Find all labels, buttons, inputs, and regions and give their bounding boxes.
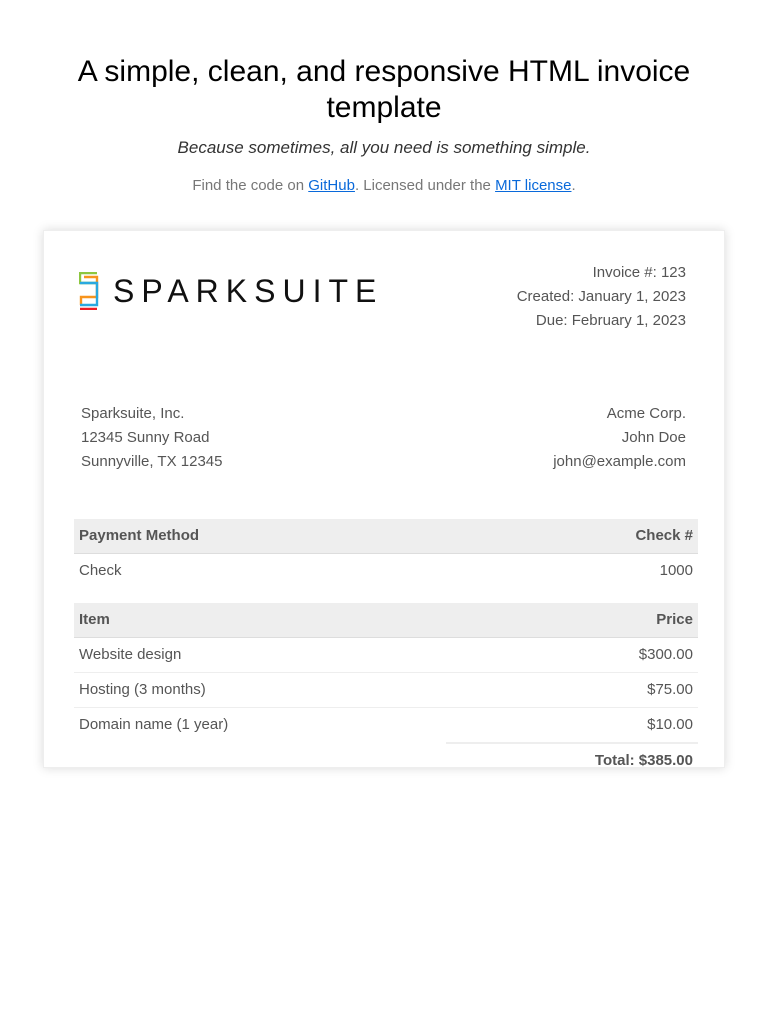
mit-license-link[interactable]: MIT license <box>495 177 572 194</box>
recipient-name: John Doe <box>621 429 686 446</box>
invoice-number: Invoice #: 123 <box>592 264 686 281</box>
item-price: $300.00 <box>446 638 698 673</box>
sender-city: Sunnyville, TX 12345 <box>81 453 223 470</box>
items-heading-row <box>74 603 698 638</box>
sparksuite-logo <box>79 271 383 311</box>
address-section <box>74 402 694 474</box>
total-spacer <box>74 743 446 778</box>
code-suffix-text: . <box>571 177 576 194</box>
invoice-meta <box>517 261 686 333</box>
recipient-company: Acme Corp. <box>606 405 686 422</box>
payment-heading-row <box>74 519 698 554</box>
invoice-table <box>74 519 698 778</box>
recipient-address <box>553 402 686 474</box>
check-number-heading: Check # <box>446 519 698 554</box>
payment-method-value: Check <box>79 562 122 579</box>
invoice-created-date: Created: January 1, 2023 <box>516 288 686 305</box>
github-link[interactable]: GitHub <box>308 177 355 194</box>
price-heading: Price <box>446 603 698 638</box>
table-row <box>74 638 698 673</box>
code-middle-text: . Licensed under the <box>354 177 496 194</box>
code-prefix-text: Find the code on <box>192 177 309 194</box>
logo-wordmark: SPARKSUITE <box>113 273 384 309</box>
invoice-header <box>74 261 694 356</box>
invoice-due-date: Due: February 1, 2023 <box>535 312 686 329</box>
page-title: A simple, clean, and responsive HTML invoice template <box>77 55 691 124</box>
payment-method-heading: Payment Method <box>74 519 446 554</box>
item-price: $10.00 <box>647 716 693 733</box>
check-number-value: 1000 <box>659 562 693 579</box>
item-name: Domain name (1 year) <box>79 716 229 733</box>
item-price: $75.00 <box>446 673 698 708</box>
sender-address <box>81 402 222 474</box>
code-info-line <box>0 177 768 194</box>
recipient-email: john@example.com <box>553 453 686 470</box>
table-row <box>74 708 698 744</box>
total-row <box>74 743 698 778</box>
item-name: Hosting (3 months) <box>74 673 446 708</box>
sender-street: 12345 Sunny Road <box>81 429 210 446</box>
payment-details-row <box>74 554 698 604</box>
intro-section <box>0 0 768 194</box>
invoice-box <box>43 230 725 768</box>
sparksuite-logo-mark-icon <box>79 272 99 310</box>
tagline: Because sometimes, all you need is something simple. <box>177 138 591 157</box>
item-heading: Item <box>74 603 446 638</box>
item-name: Website design <box>74 638 446 673</box>
invoice-total: Total: $385.00 <box>446 743 698 778</box>
table-row <box>74 673 698 708</box>
sender-company: Sparksuite, Inc. <box>81 405 185 422</box>
